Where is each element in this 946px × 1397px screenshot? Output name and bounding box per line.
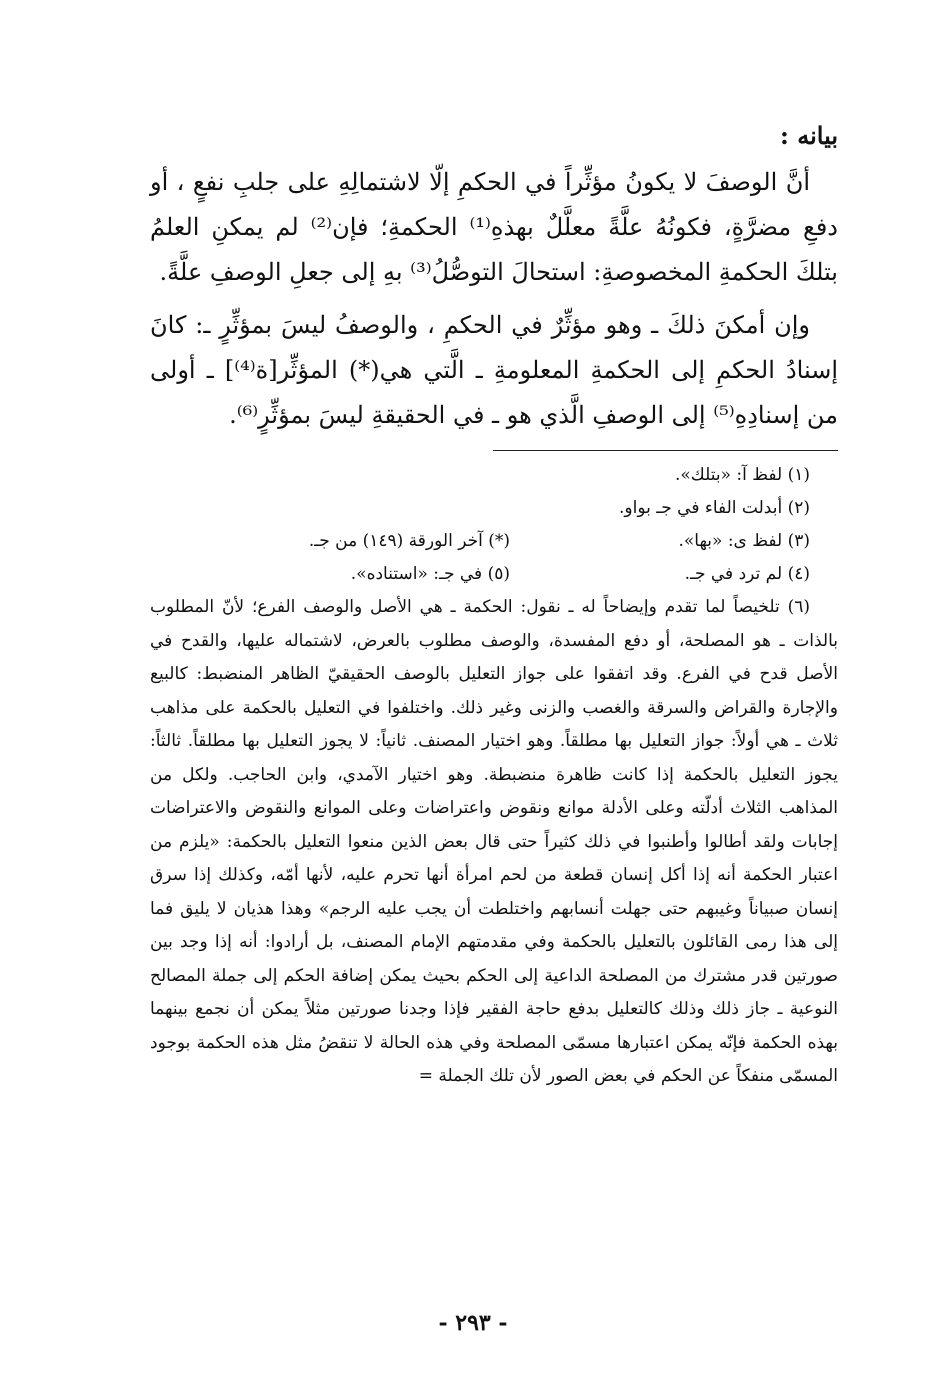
main-paragraph-1: أنَّ الوصفَ لا يكونُ مؤثِّراً في الحكمِ إلّا لاشتمالِهِ على جلبِ نفعٍ ، أو دفعِ مضرَّةٍ، فكونُهُ علَّةً معلَّلٌ بهذهِ⁽¹⁾ الحكمةِ؛ فإن⁽²⁾ لم يمكنِ العلمُ بتلكَ الحكمةِ المخصوصةِ: استحالَ التوصُّلُ⁽³⁾ بهِ إلى جعلِ الوصفِ علَّةً. (150, 168, 838, 286)
footnote-1: (١) لفظ آ: «بتلك». (674, 465, 810, 485)
footnote-star: (*) آخر الورقة (١٤٩) من جـ. (308, 531, 510, 551)
page-number: - ٢٩٣ - (438, 1310, 508, 1336)
footnote-row-4 (150, 558, 838, 591)
footnote-5: (٥) في جـ: «استناده». (350, 564, 510, 584)
footnote-2: (٢) أبدلت الفاء في جـ بواو. (619, 498, 810, 518)
main-paragraph-2: وإن أمكنَ ذلكَ ـ وهو مؤثِّرٌ في الحكمِ ، والوصفُ ليسَ بمؤثِّرٍ ـ: كانَ إسنادُ الحكمِ إلى الحكمةِ المعلومةِ ـ الَّتي هي(*) المؤثِّر[ة⁽⁴⁾] ـ أولى من إسنادِهِ⁽⁵⁾ إلى الوصفِ الَّذي هو ـ في الحقيقةِ ليسَ بمؤثِّرٍ⁽⁶⁾. (150, 311, 839, 429)
footnote-row-3 (150, 525, 838, 558)
footnote-4: (٤) لم ترد في جـ. (684, 564, 810, 584)
page-body (150, 118, 838, 1094)
section-heading: بيانه : (780, 121, 838, 150)
footnote-6: (٦) تلخيصاً لما تقدم وإيضاحاً له ـ نقول: الحكمة ـ هي الأصل والوصف الفرع؛ لأنّ المطلوب بالذات ـ هو المصلحة، أو دفع المفسدة، والوصف مطلوب بالعرض، لاشتماله عليها، والقدح في الأصل قدح في الفرع. وقد اتفقوا على جواز التعليل بالوصف الحقيقيّ الظاهر المنضبط: كالبيع والإجارة والقراض والسرقة والغصب والزنى وغير ذلك. واختلفوا في التعليل بالحكمة على مذاهب ثلاث ـ هي أولاً: جواز التعليل بها مطلقاً. وهو اختيار المصنف. ثانياً: لا يجوز التعليل بها مطلقاً. ثالثاً: يجوز التعليل بالحكمة إذا كانت ظاهرة منضبطة. وهو اختيار الآمدي، وابن الحاجب. ولكل من المذاهب الثلاث أدلّته وعلى الأدلة موانع ونقوض واعتراضات وعلى الموانع والنقوض والاعتراضات إجابات ولقد أطالوا وأطنبوا في ذلك كثيراً حتى قال بعض الذين منعوا التعليل بالحكمة: «يلزم من اعتبار الحكمة أنه إذا أكل إنسان قطعة من لحم امرأة أنها تحرم عليه، لأنها أمّه، وكذلك إذا سرق إنسان صبياناً وغيبهم حتى جهلت أنسابهم واختلطت أن يجب عليه الرجم» وهذا هذيان لا يليق فما إلى هذا رمى القائلون بالتعليل بالحكمة وفي مقدمتهم الإمام المصنف، بل أرادوا: أنه إذا وجد بين صورتين قدر مشترك من المصلحة الداعية إلى الحكم بحيث يمكن إضافة الحكم إلى جملة المصالح النوعية ـ جاز ذلك وذلك كالتعليل بدفع حاجة الفقير فإذا وجدنا صورتين مثلاً يمكن أن نجمع بينهما بهذه الحكمة فإنّه يمكن اعتبارها مسمّى المصلحة وفي هذه الحالة لا تنقضُ مثل هذه الحكمة بوجود المسمّى منفكاً عن الحكم في بعض الصور لأن تلك الجملة = (150, 597, 838, 1086)
footnote-separator (493, 450, 838, 451)
footnote-3: (٣) لفظ ى: «بها». (678, 531, 810, 551)
